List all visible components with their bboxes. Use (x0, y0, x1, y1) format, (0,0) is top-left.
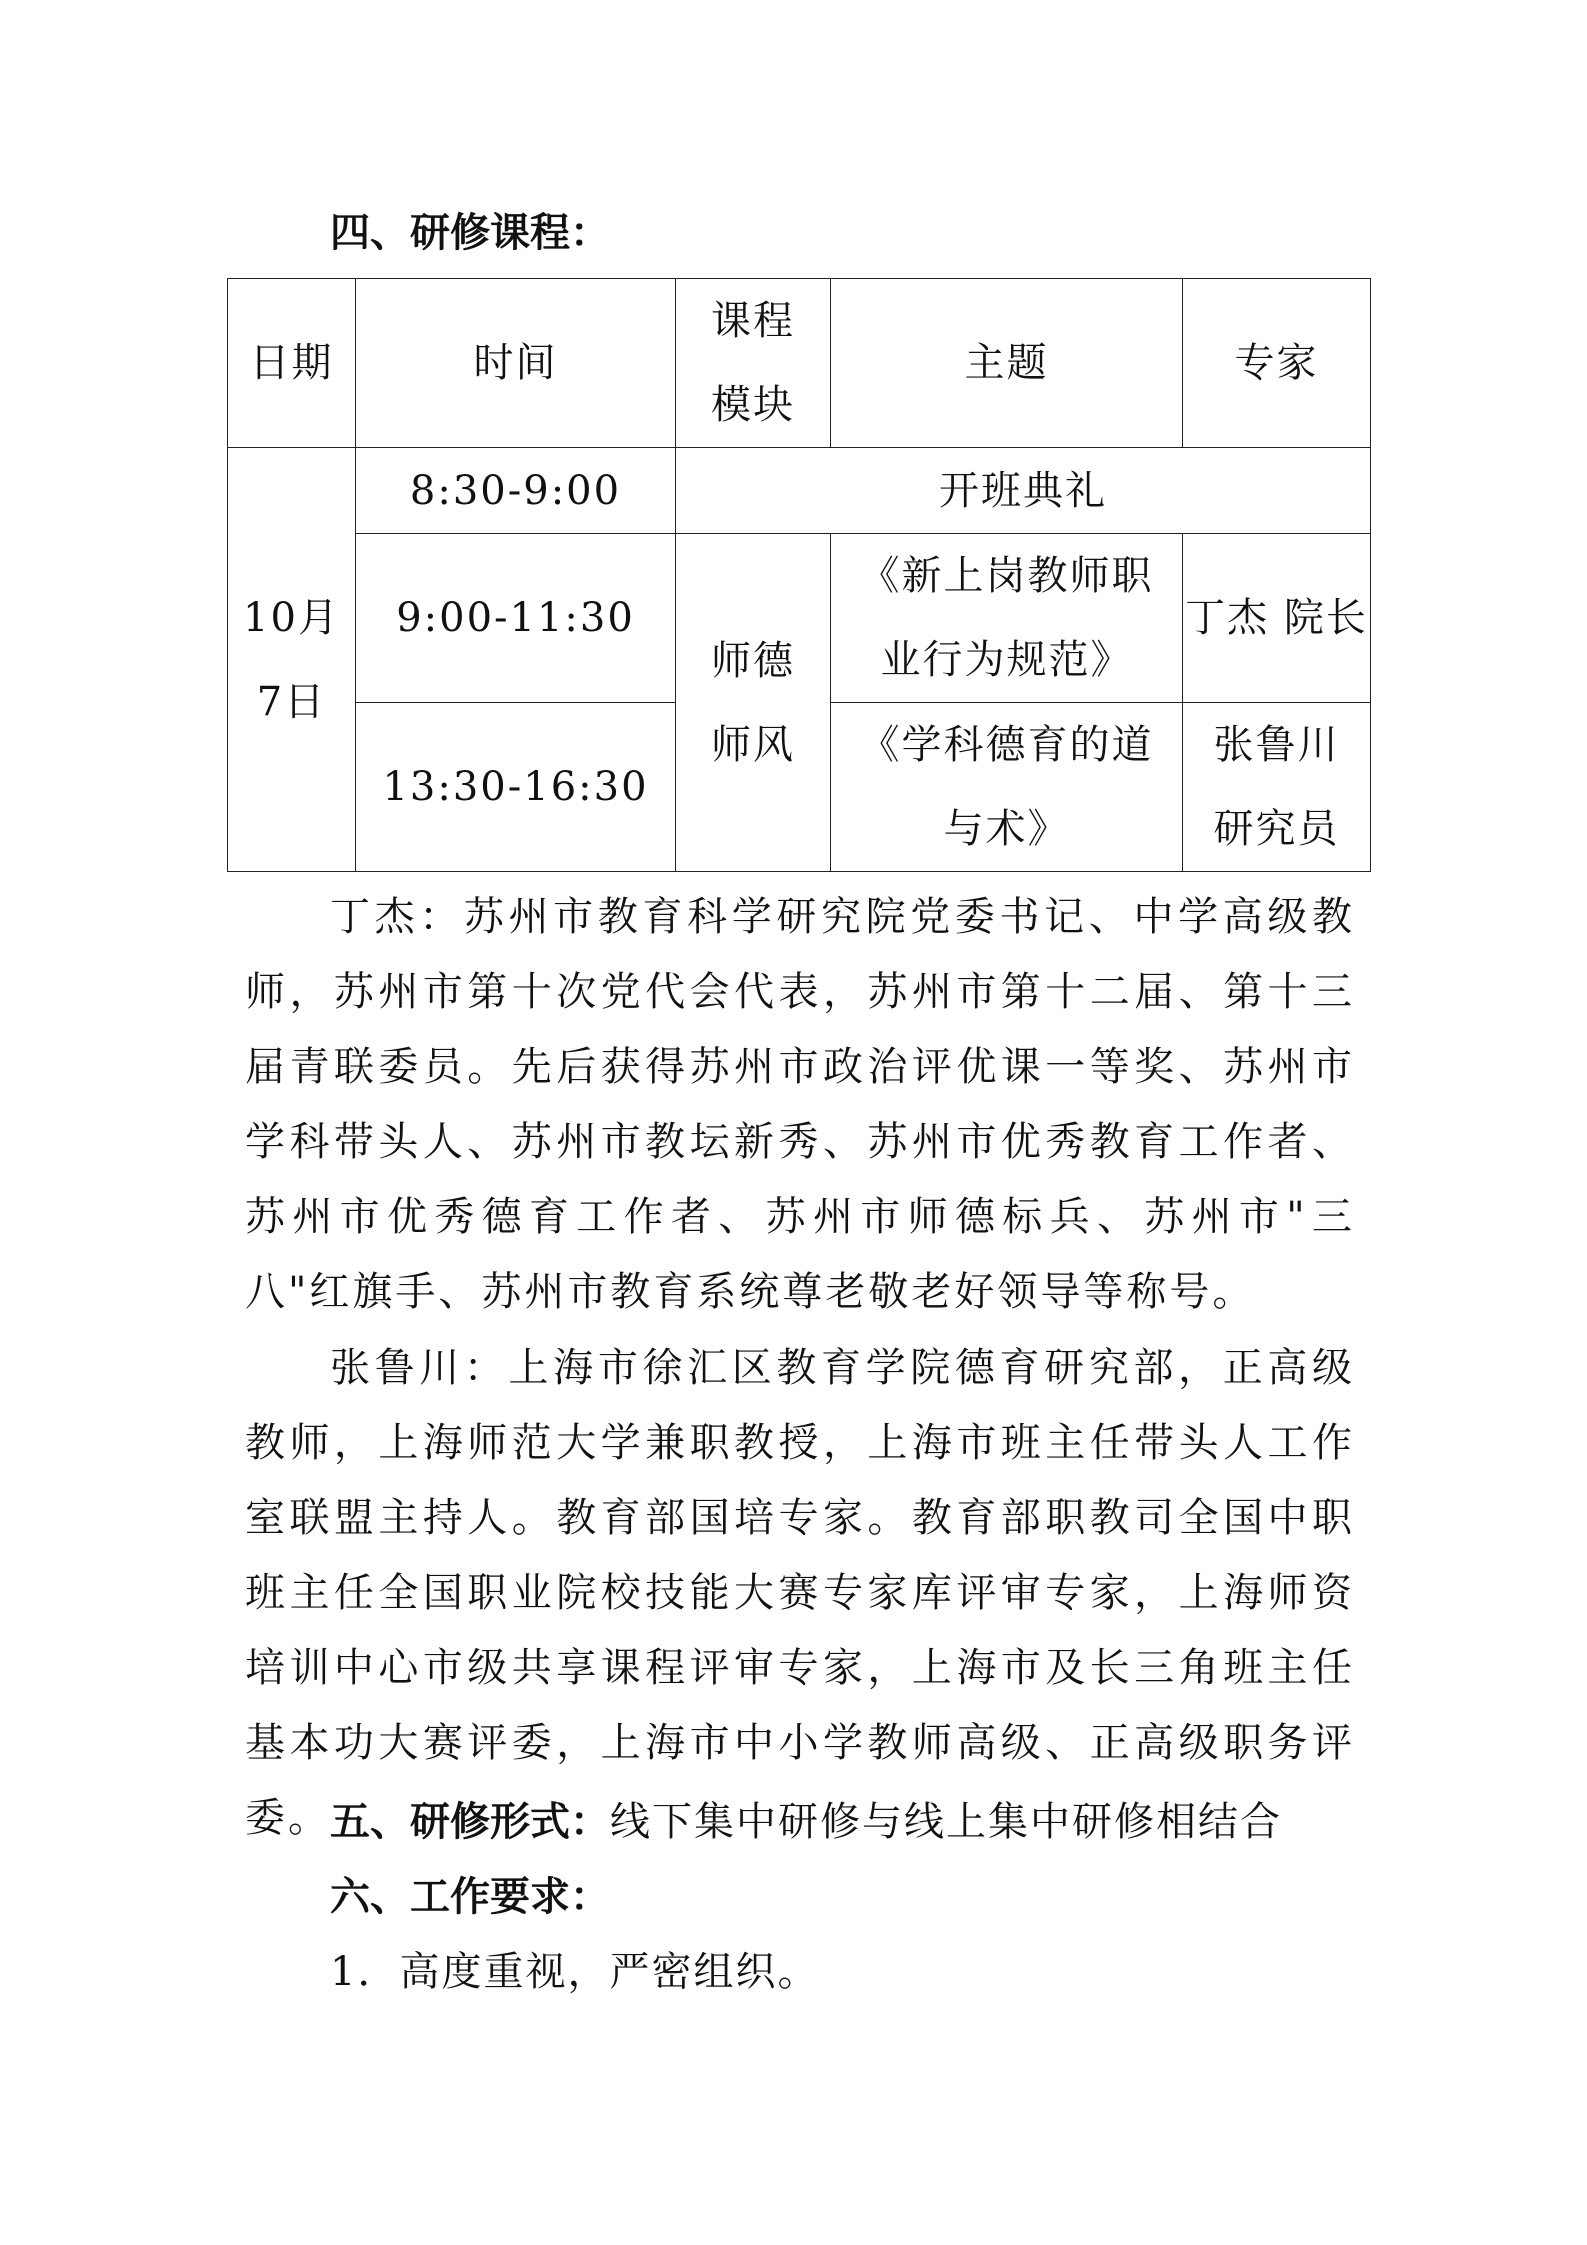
row2-expert-line1: 丁杰 (1185, 595, 1270, 641)
row3-expert-line1: 张鲁川 (1213, 722, 1340, 768)
row3-topic-line2: 与术》 (943, 806, 1070, 852)
row2-topic (831, 534, 1183, 703)
section-5-heading (330, 1797, 1282, 1847)
header-date: 日期 (228, 279, 356, 448)
date-line2: 7日 (256, 678, 327, 725)
bio-dingjie: 丁杰：苏州市教育科学研究院党委书记、中学高级教师，苏州市第十次党代会代表，苏州市第十二届、第十三届青联委员。先后获得苏州市政治评优课一等奖、苏州市学科带头人、苏州市教坛新秀、苏州市优秀教育工作者、苏州市优秀德育工作者、苏州市师德标兵、苏州市"三八"红旗手、苏州市教育系统尊老敬老好领导等称号。 (245, 894, 1355, 1315)
row3-expert-line2: 研究员 (1213, 806, 1340, 852)
row2-topic-line2: 业行为规范》 (880, 637, 1133, 683)
header-topic: 主题 (831, 279, 1183, 448)
header-module-line2: 模块 (711, 382, 795, 428)
row3-time: 13:30-16:30 (356, 703, 676, 872)
header-expert: 专家 (1183, 279, 1371, 448)
row1-time: 8:30-9:00 (356, 448, 676, 534)
header-time: 时间 (356, 279, 676, 448)
section-4-heading: 四、研修课程： (330, 210, 610, 256)
row2-expert (1183, 534, 1371, 703)
row1-merged: 开班典礼 (676, 448, 1371, 534)
section-5-title: 五、研修形式： (330, 1799, 610, 1845)
course-schedule-table (227, 278, 1371, 872)
module-line1: 师德 (711, 637, 795, 684)
module-line2: 师风 (711, 721, 795, 768)
section-6-heading: 六、工作要求： (330, 1874, 610, 1920)
row2-time: 9:00-11:30 (356, 534, 676, 703)
bio-zhangluchuan: 张鲁川：上海市徐汇区教育学院德育研究部，正高级教师，上海师范大学兼职教授，上海市班主任带头人工作室联盟主持人。教育部国培专家。教育部职教司全国中职班主任全国职业院校技能大赛专家库评审专家，上海师资培训中心市级共享课程评审专家，上海市及长三角班主任基本功大赛评委，上海市中小学教师高级、正高级职务评委。 (245, 1345, 1355, 1841)
row2-topic-line1: 《新上岗教师职 (859, 553, 1154, 599)
module-cell (676, 534, 831, 872)
requirement-item-1: 1．高度重视，严密组织。 (330, 1949, 820, 1995)
row3-expert (1183, 703, 1371, 872)
header-module-line1: 课程 (711, 298, 795, 344)
header-module (676, 279, 831, 448)
date-line1: 10月 (243, 594, 340, 641)
row2-expert-line2: 院长 (1283, 595, 1368, 641)
section-5-content: 线下集中研修与线上集中研修相结合 (610, 1799, 1282, 1845)
date-cell (228, 448, 356, 872)
row3-topic-line1: 《学科德育的道 (859, 722, 1154, 768)
row3-topic (831, 703, 1183, 872)
